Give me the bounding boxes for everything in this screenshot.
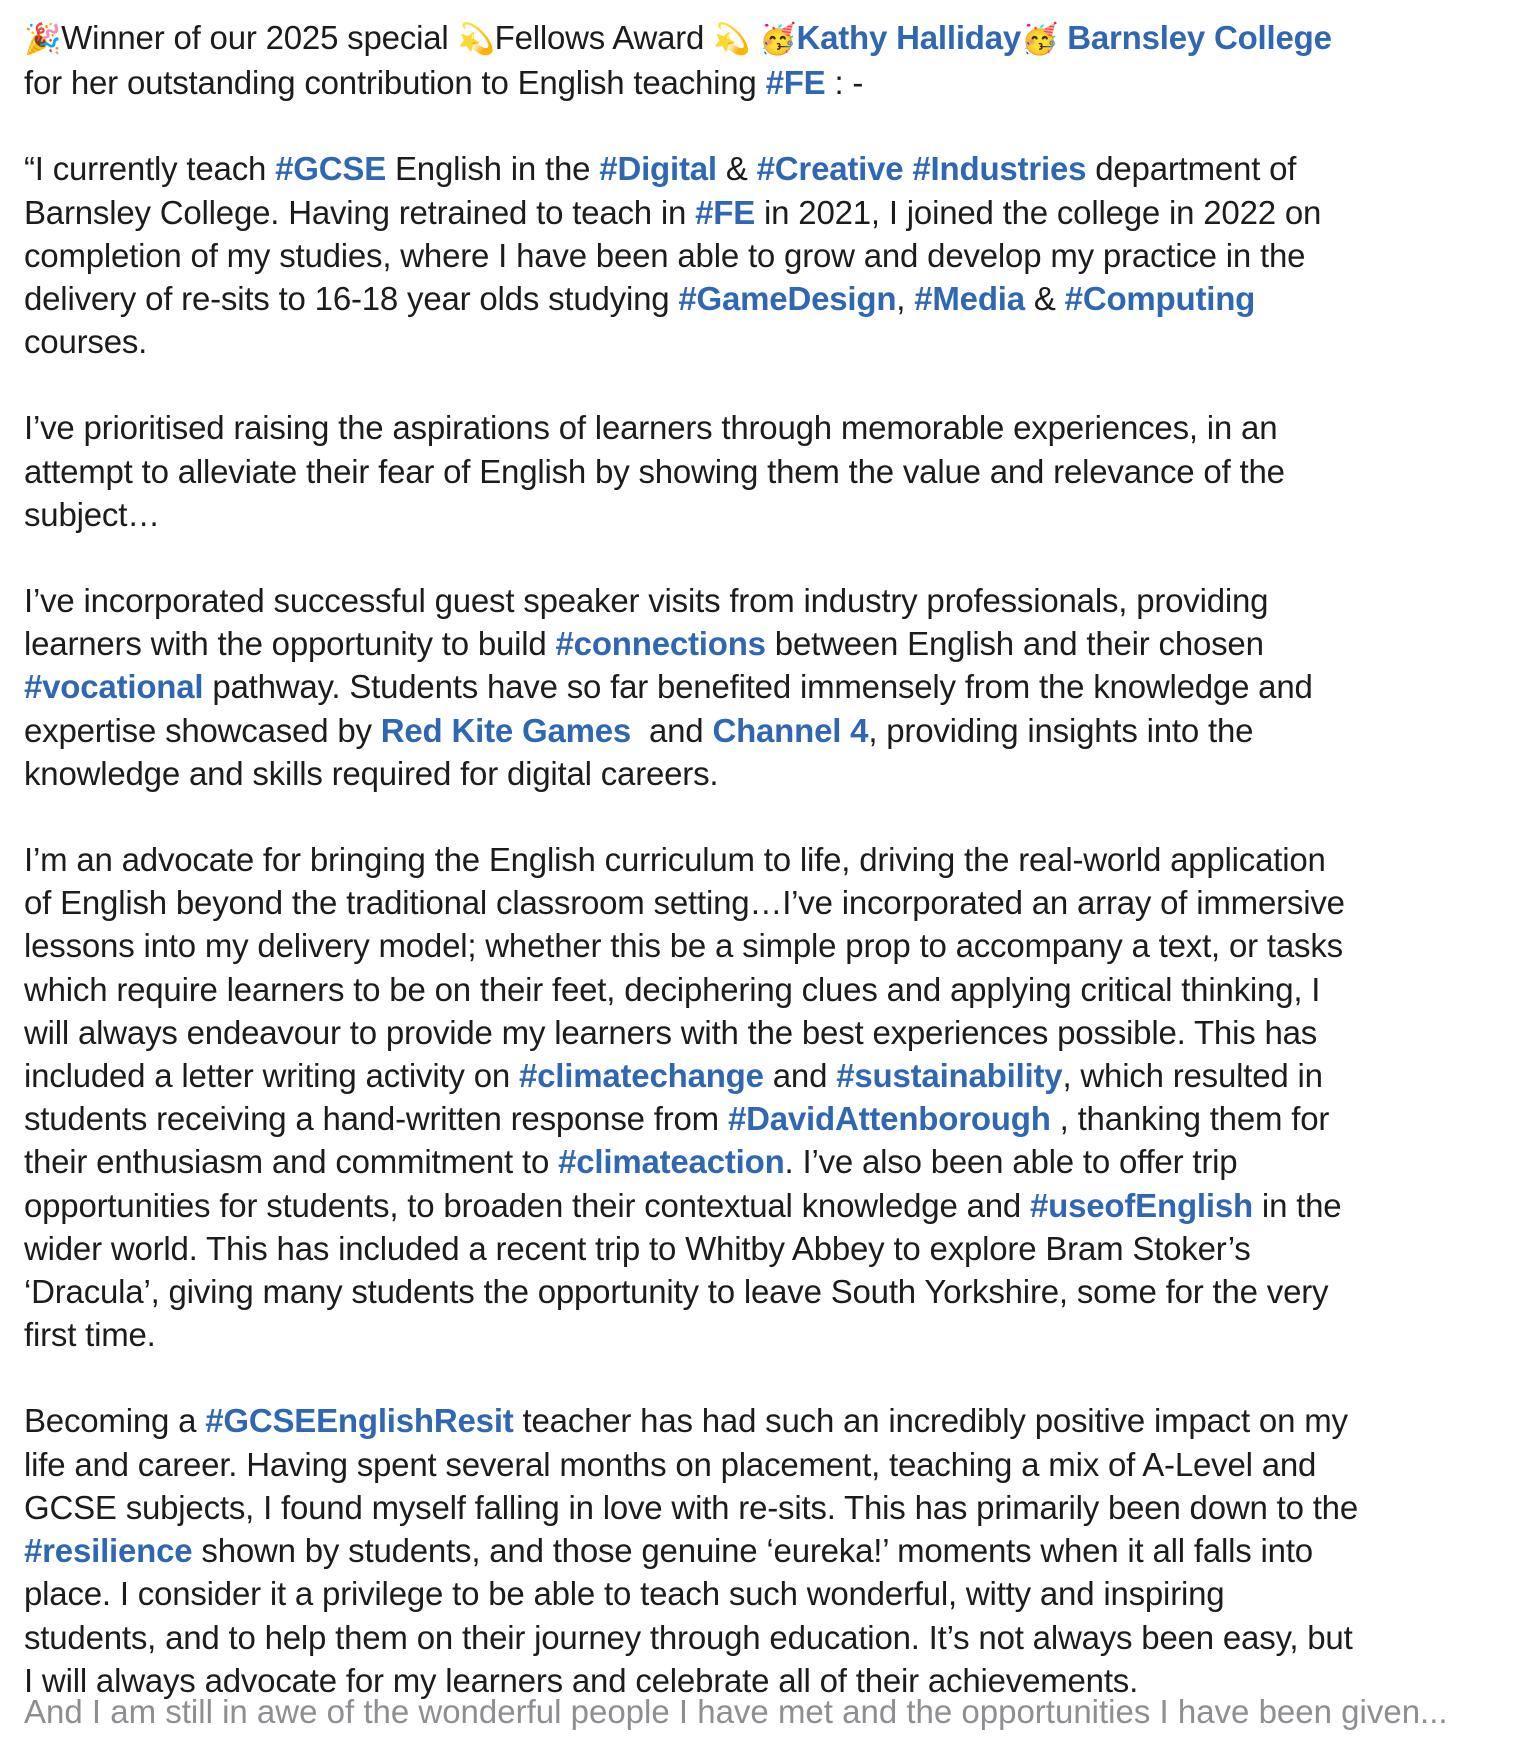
hashtag-digital[interactable]: #Digital xyxy=(599,150,717,188)
text: and xyxy=(631,711,713,749)
hashtag-creative[interactable]: #Creative xyxy=(756,150,904,188)
text: students receiving a hand-written response from xyxy=(24,1100,728,1138)
text: department of xyxy=(1086,150,1297,188)
hashtag-gcseenglishresit[interactable]: #GCSEEnglishResit xyxy=(205,1402,514,1440)
text: delivery of re-sits to 16-18 year olds studying xyxy=(24,280,679,318)
text: . I’ve also been able to offer trip xyxy=(784,1143,1238,1181)
text-line: life and career. Having spent several months on placement, teaching a mix of A-Level and xyxy=(24,1445,1317,1483)
paragraph-3 xyxy=(24,579,1524,795)
hashtag-climatechange[interactable]: #climatechange xyxy=(518,1057,764,1095)
hashtag-davidattenborough[interactable]: #DavidAttenborough xyxy=(727,1100,1051,1138)
hashtag-useofenglish[interactable]: #useofEnglish xyxy=(1030,1186,1253,1224)
text: , providing insights into the xyxy=(868,711,1254,749)
text: included a letter writing activity on xyxy=(24,1057,519,1095)
text: opportunities for students, to broaden their contextual knowledge and xyxy=(24,1186,1031,1224)
text-line: I’ve incorporated successful guest speaker visits from industry professionals, providing xyxy=(24,582,1269,620)
text-line: place. I consider it a privilege to be able to teach such wonderful, witty and inspiring xyxy=(24,1575,1225,1613)
post-body xyxy=(24,16,1524,1745)
text: Becoming a xyxy=(24,1402,206,1440)
hashtag-resilience[interactable]: #resilience xyxy=(24,1532,193,1570)
text: , xyxy=(896,280,915,318)
header-text: for her outstanding contribution to English teaching xyxy=(24,64,766,102)
text-line xyxy=(24,1140,1524,1183)
text-line xyxy=(24,1097,1524,1140)
hashtag-media[interactable]: #Media xyxy=(914,280,1025,318)
text: & xyxy=(716,150,757,188)
post-header xyxy=(24,16,1524,104)
text-line: of English beyond the traditional classroom setting…I’ve incorporated an array of immersive xyxy=(24,884,1345,922)
text: & xyxy=(1024,280,1065,318)
text-line xyxy=(24,147,1524,190)
text: English in the xyxy=(386,150,600,188)
hashtag-sustainability[interactable]: #sustainability xyxy=(836,1057,1063,1095)
text-line: courses. xyxy=(24,323,148,361)
text-line: wider world. This has included a recent trip to Whitby Abbey to explore Bram Stoker’s xyxy=(24,1229,1251,1267)
paragraph-2 xyxy=(24,406,1524,536)
mention-red-kite-games[interactable]: Red Kite Games xyxy=(380,711,632,749)
hashtag-computing[interactable]: #Computing xyxy=(1064,280,1256,318)
partying-face-icon: 🥳 xyxy=(759,22,797,57)
partying-face-icon: 🥳 xyxy=(1021,22,1059,57)
paragraph-1 xyxy=(24,147,1524,363)
header-line-1 xyxy=(24,16,1524,61)
text-line xyxy=(24,1529,1524,1572)
header-line-2 xyxy=(24,61,1524,104)
hashtag-fe[interactable]: #FE xyxy=(765,64,826,102)
text-line xyxy=(24,622,1524,665)
text-line: attempt to alleviate their fear of English by showing them the value and relevance of the xyxy=(24,452,1285,490)
text-line xyxy=(24,709,1524,752)
text-line: lessons into my delivery model; whether this be a simple prop to accompany a text, or tasks xyxy=(24,927,1343,965)
text: , thanking them for xyxy=(1050,1100,1330,1138)
mention-channel-4[interactable]: Channel 4 xyxy=(712,711,869,749)
party-popper-icon: 🎉 xyxy=(24,22,62,57)
hashtag-gcse[interactable]: #GCSE xyxy=(275,150,387,188)
cutoff-next-line: And I am still in awe of the wonderful people I have met and the opportunities I have been given... xyxy=(24,1693,1448,1730)
hashtag-fe[interactable]: #FE xyxy=(695,193,756,231)
text-line: will always endeavour to provide my learners with the best experiences possible. This has xyxy=(24,1013,1318,1051)
text-line: GCSE subjects, I found myself falling in love with re-sits. This has primarily been down to the xyxy=(24,1488,1358,1526)
text: “I currently teach xyxy=(24,150,276,188)
text: expertise showcased by xyxy=(24,711,381,749)
text: learners with the opportunity to build xyxy=(24,625,556,663)
hashtag-industries[interactable]: #Industries xyxy=(912,150,1087,188)
hashtag-vocational[interactable]: #vocational xyxy=(24,668,204,706)
text-line xyxy=(24,277,1524,320)
text: their enthusiasm and commitment to xyxy=(24,1143,559,1181)
text-line xyxy=(24,665,1524,708)
text: in the xyxy=(1252,1186,1342,1224)
paragraph-4 xyxy=(24,838,1524,1356)
text-line: I’ve prioritised raising the aspirations of learners through memorable experiences, in an xyxy=(24,409,1278,447)
text-line xyxy=(24,1184,1524,1227)
dizzy-star-icon: 💫 xyxy=(713,22,751,57)
text: pathway. Students have so far benefited immensely from the knowledge and xyxy=(203,668,1313,706)
text-line xyxy=(24,191,1524,234)
text-line: knowledge and skills required for digital careers. xyxy=(24,754,719,792)
text: teacher has had such an incredibly positive impact on my xyxy=(513,1402,1348,1440)
text-line: completion of my studies, where I have been able to grow and develop my practice in the xyxy=(24,236,1306,274)
hashtag-climateaction[interactable]: #climateaction xyxy=(558,1143,785,1181)
text: between English and their chosen xyxy=(765,625,1264,663)
header-suffix: : - xyxy=(825,64,864,102)
text: Barnsley College. Having retrained to teach in xyxy=(24,193,696,231)
text-line: I’m an advocate for bringing the English curriculum to life, driving the real-world application xyxy=(24,841,1326,879)
text-line xyxy=(24,1054,1524,1097)
text-line: first time. xyxy=(24,1316,156,1354)
text-line: subject… xyxy=(24,495,160,533)
mention-kathy-halliday[interactable]: Kathy Halliday xyxy=(796,19,1022,56)
text-line: ‘Dracula’, giving many students the opportunity to leave South Yorkshire, some for the very xyxy=(24,1273,1329,1311)
text: , which resulted in xyxy=(1062,1057,1323,1095)
text-line: students, and to help them on their journey through education. It’s not always been easy, but xyxy=(24,1618,1353,1656)
text-line: I will always advocate for my learners and celebrate all of their achievements. xyxy=(24,1661,1139,1699)
award-name: Fellows Award xyxy=(494,19,714,56)
text: and xyxy=(763,1057,837,1095)
dizzy-star-icon: 💫 xyxy=(457,22,495,57)
text: in 2021, I joined the college in 2022 on xyxy=(755,193,1322,231)
text-line xyxy=(24,1399,1524,1442)
hashtag-connections[interactable]: #connections xyxy=(555,625,766,663)
text: shown by students, and those genuine ‘eureka!’ moments when it all falls into xyxy=(192,1532,1313,1570)
text-line: which require learners to be on their feet, deciphering clues and applying critical thinking, I xyxy=(24,970,1321,1008)
hashtag-gamedesign[interactable]: #GameDesign xyxy=(678,280,897,318)
header-prefix: Winner of our 2025 special xyxy=(61,19,458,56)
mention-barnsley-college[interactable]: Barnsley College xyxy=(1067,19,1332,56)
